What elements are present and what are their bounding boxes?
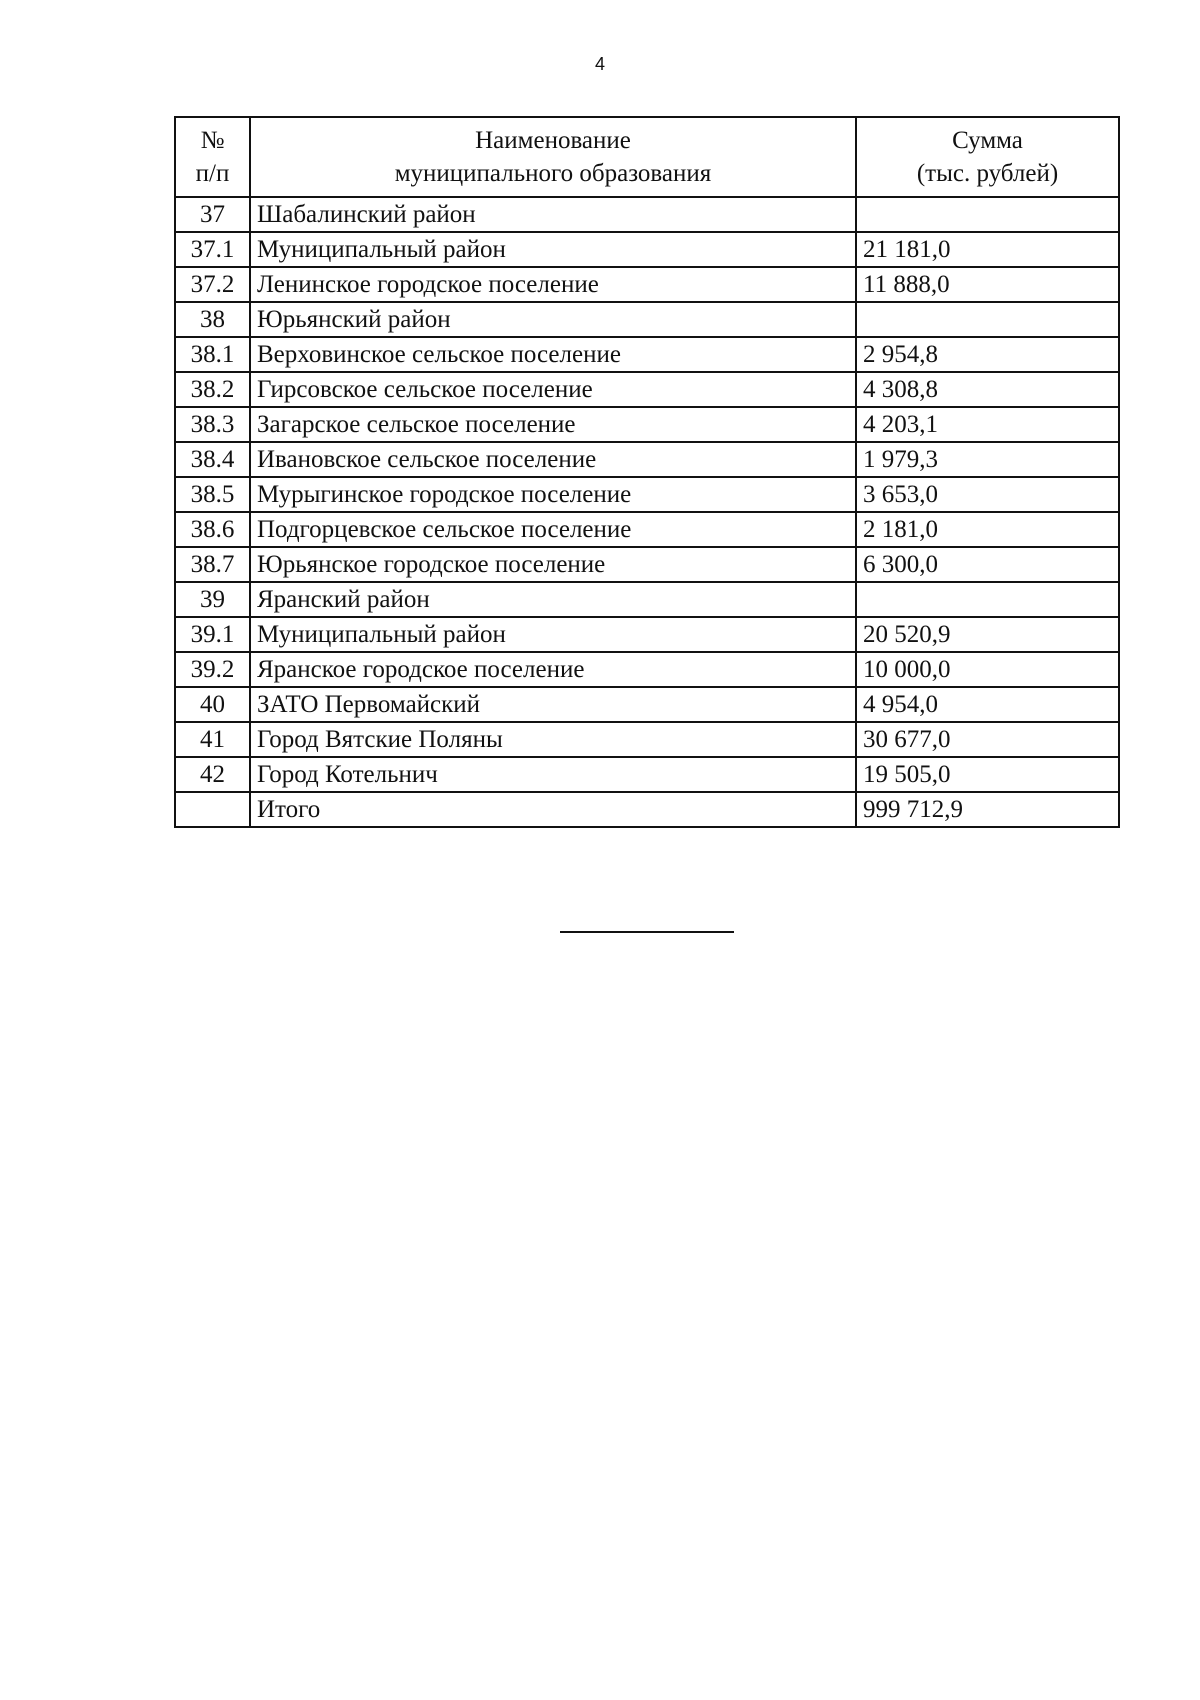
amount: 19 505,0 (856, 757, 1119, 792)
amount (856, 197, 1119, 232)
amount: 1 979,3 (856, 442, 1119, 477)
row-number: 38.5 (175, 477, 250, 512)
table-row (175, 757, 1119, 792)
table-row (175, 407, 1119, 442)
row-number: 38.2 (175, 372, 250, 407)
table-row (175, 337, 1119, 372)
row-number: 37.2 (175, 267, 250, 302)
municipality-name: Город Котельнич (250, 757, 856, 792)
table-row (175, 267, 1119, 302)
municipality-name: Итого (250, 792, 856, 827)
row-number: 41 (175, 722, 250, 757)
table-row (175, 197, 1119, 232)
amount: 999 712,9 (856, 792, 1119, 827)
table-row (175, 442, 1119, 477)
header-sum (856, 117, 1119, 197)
row-number: 38 (175, 302, 250, 337)
table-row (175, 512, 1119, 547)
municipality-name: Город Вятские Поляны (250, 722, 856, 757)
row-number: 37 (175, 197, 250, 232)
row-number: 42 (175, 757, 250, 792)
municipality-name: Юрьянское городское поселение (250, 547, 856, 582)
amount (856, 302, 1119, 337)
header-number (175, 117, 250, 197)
row-number: 37.1 (175, 232, 250, 267)
amount: 2 181,0 (856, 512, 1119, 547)
row-number: 40 (175, 687, 250, 722)
row-number: 38.1 (175, 337, 250, 372)
amount: 4 954,0 (856, 687, 1119, 722)
municipality-name: Загарское сельское поселение (250, 407, 856, 442)
municipality-name: Гирсовское сельское поселение (250, 372, 856, 407)
municipality-name: Юрьянский район (250, 302, 856, 337)
row-number: 39 (175, 582, 250, 617)
amount (856, 582, 1119, 617)
amount: 10 000,0 (856, 652, 1119, 687)
municipality-name: Подгорцевское сельское поселение (250, 512, 856, 547)
table-row (175, 722, 1119, 757)
row-number: 38.6 (175, 512, 250, 547)
header-sum-line1: Сумма (952, 127, 1023, 154)
header-sum-line2: (тыс. рублей) (916, 160, 1059, 187)
header-name-line1: Наименование (475, 127, 631, 154)
header-name (250, 117, 856, 197)
table-row (175, 372, 1119, 407)
row-number: 38.7 (175, 547, 250, 582)
header-name-line2: муниципального образования (394, 160, 712, 187)
amount: 4 203,1 (856, 407, 1119, 442)
table-row (175, 792, 1119, 827)
row-number: 39.1 (175, 617, 250, 652)
municipality-name: Ленинское городское поселение (250, 267, 856, 302)
municipality-name: Мурыгинское городское поселение (250, 477, 856, 512)
table-row (175, 547, 1119, 582)
municipality-name: Муниципальный район (250, 617, 856, 652)
amount: 20 520,9 (856, 617, 1119, 652)
budget-table (174, 116, 1120, 828)
end-of-document-rule (560, 931, 734, 933)
municipality-name: Верховинское сельское поселение (250, 337, 856, 372)
header-row (175, 117, 1119, 197)
header-number-line1: № (200, 127, 225, 154)
municipality-name: Шабалинский район (250, 197, 856, 232)
municipality-name: Муниципальный район (250, 232, 856, 267)
table-row (175, 617, 1119, 652)
table-row (175, 232, 1119, 267)
table-body (175, 197, 1119, 827)
amount: 2 954,8 (856, 337, 1119, 372)
table-row (175, 687, 1119, 722)
amount: 6 300,0 (856, 547, 1119, 582)
amount: 30 677,0 (856, 722, 1119, 757)
row-number: 38.4 (175, 442, 250, 477)
table-row (175, 302, 1119, 337)
page-number: 4 (594, 54, 605, 74)
amount: 21 181,0 (856, 232, 1119, 267)
table-row (175, 477, 1119, 512)
amount: 4 308,8 (856, 372, 1119, 407)
municipality-name: ЗАТО Первомайский (250, 687, 856, 722)
row-number: 39.2 (175, 652, 250, 687)
table-row (175, 652, 1119, 687)
amount: 3 653,0 (856, 477, 1119, 512)
amount: 11 888,0 (856, 267, 1119, 302)
table-header (175, 117, 1119, 197)
header-number-line2: п/п (195, 160, 230, 187)
table-row (175, 582, 1119, 617)
row-number (175, 792, 250, 827)
municipality-name: Ивановское сельское поселение (250, 442, 856, 477)
municipality-name: Яранский район (250, 582, 856, 617)
municipality-name: Яранское городское поселение (250, 652, 856, 687)
row-number: 38.3 (175, 407, 250, 442)
